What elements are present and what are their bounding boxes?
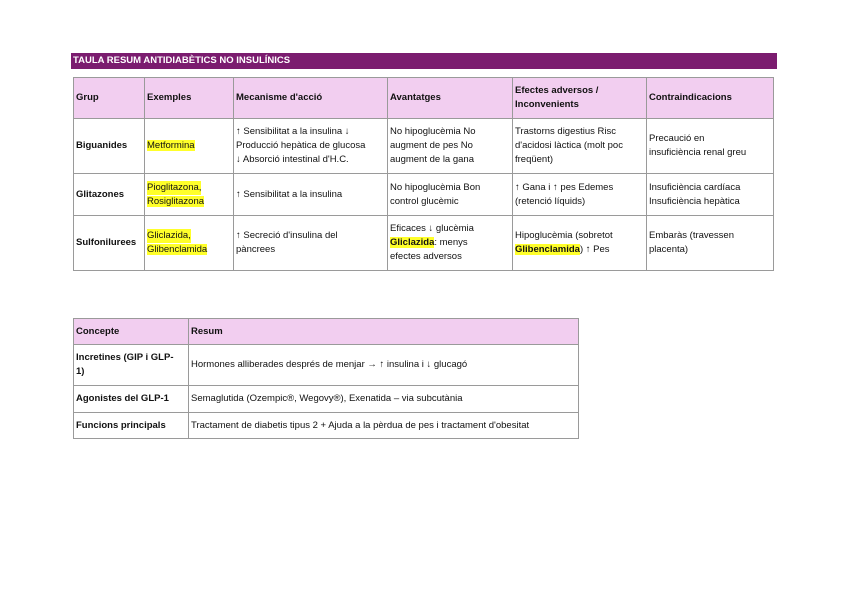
effects-line: Trastorns digestius Risc — [515, 126, 617, 137]
contra-line: Precaució en — [649, 133, 705, 144]
advantages-line: augment de la gana — [390, 154, 474, 165]
advantages-line: control glucèmic — [390, 195, 459, 207]
summary-cell: Hormones alliberades després de menjar → ↑ insulina i ↓ glucagó — [189, 345, 579, 386]
contra-cell — [647, 216, 774, 271]
contra-line: Insuficiència cardíaca — [649, 181, 741, 193]
group-cell: Biguanides — [74, 119, 145, 174]
mechanism-line: ↓ Absorció intestinal d'H.C. — [236, 154, 349, 165]
contra-line: insuficiència renal greu — [649, 147, 747, 158]
examples-cell — [145, 174, 234, 216]
effects-line: ↑ Gana i ↑ pes Edemes — [515, 181, 614, 193]
advantages-line: No hipoglucèmia No — [390, 126, 476, 137]
concept-cell — [74, 345, 189, 386]
example-highlight: Rosiglitazona — [147, 195, 205, 207]
example-highlight: Gliclazida, — [147, 230, 191, 241]
effects-line: freqüent) — [515, 154, 554, 165]
mechanism-line: ↑ Secreció d'insulina del — [236, 230, 338, 241]
effects-line: Hipoglucèmia (sobretot — [515, 230, 613, 241]
mechanism-line: ↑ Sensibilitat a la insulina ↓ — [236, 126, 350, 137]
effects-cell — [513, 174, 647, 216]
table-header-row — [74, 78, 774, 119]
advantages-line — [390, 236, 510, 250]
table-row — [74, 413, 579, 439]
mechanism-line: Producció hepàtica de glucosa — [236, 140, 366, 151]
concept-cell: Agonistes del GLP-1 — [74, 386, 189, 413]
mechanism-cell — [234, 174, 388, 216]
table-row — [74, 386, 579, 413]
contra-cell — [647, 174, 774, 216]
examples-cell — [145, 216, 234, 271]
example-highlight: Metformina — [147, 140, 195, 151]
drug-highlight: Gliclazida — [390, 237, 435, 248]
mechanism-cell — [234, 216, 388, 271]
table-title-banner: TAULA RESUM ANTIDIABÈTICS NO INSULÍNICS — [71, 53, 777, 69]
example-highlight: Glibenclamida — [147, 244, 208, 255]
header-avantatges: Avantatges — [388, 78, 513, 119]
header-efectes — [513, 78, 647, 119]
effects-line — [515, 243, 644, 257]
header-efectes-line: Efectes adversos / — [515, 85, 599, 96]
table-row — [74, 174, 774, 216]
table-header-row — [74, 319, 579, 345]
concept-cell: Funcions principals — [74, 413, 189, 439]
effects-text: ) ↑ Pes — [579, 244, 610, 255]
contra-cell — [647, 119, 774, 174]
antidiabetics-table — [73, 77, 774, 271]
example-highlight: Pioglitazona, — [147, 181, 202, 193]
table-row — [74, 345, 579, 386]
contra-line: Insuficiència hepàtica — [649, 195, 740, 207]
header-exemples: Exemples — [145, 78, 234, 119]
advantages-cell — [388, 174, 513, 216]
summary-cell: Semaglutida (Ozempic®, Wegovy®), Exenatida – via subcutània — [189, 386, 579, 413]
advantages-line: No hipoglucèmia Bon — [390, 181, 481, 193]
mechanism-cell — [234, 119, 388, 174]
mechanism-line: ↑ Sensibilitat a la insulina — [236, 188, 343, 200]
contra-line: placenta) — [649, 244, 689, 255]
concepts-table — [73, 318, 579, 439]
effects-cell — [513, 216, 647, 271]
effects-cell — [513, 119, 647, 174]
header-mecanisme: Mecanisme d'acció — [234, 78, 388, 119]
effects-line: d'acidosi làctica (molt poc — [515, 140, 623, 151]
header-grup: Grup — [74, 78, 145, 119]
advantages-text: : menys — [434, 237, 468, 248]
table-row — [74, 119, 774, 174]
contra-line: Embaràs (travessen — [649, 230, 735, 241]
advantages-line: augment de pes No — [390, 140, 473, 151]
concept-line: Incretines (GIP i GLP- — [76, 352, 174, 363]
advantages-line: Eficaces ↓ glucèmia — [390, 223, 474, 234]
advantages-cell — [388, 119, 513, 174]
mechanism-line: pàncrees — [236, 244, 276, 255]
header-concepte: Concepte — [74, 319, 189, 345]
effects-line: (retenció líquids) — [515, 195, 586, 207]
drug-highlight: Glibenclamida — [515, 244, 580, 255]
examples-cell — [145, 119, 234, 174]
advantages-cell — [388, 216, 513, 271]
header-resum: Resum — [189, 319, 579, 345]
header-efectes-line: Inconvenients — [515, 99, 579, 110]
header-contraindicacions: Contraindicacions — [647, 78, 774, 119]
table-row — [74, 216, 774, 271]
concept-line: 1) — [76, 366, 85, 377]
advantages-line: efectes adversos — [390, 251, 462, 262]
group-cell: Glitazones — [74, 174, 145, 216]
group-cell: Sulfonilurees — [74, 216, 145, 271]
summary-cell: Tractament de diabetis tipus 2 + Ajuda a la pèrdua de pes i tractament d'obesitat — [189, 413, 579, 439]
